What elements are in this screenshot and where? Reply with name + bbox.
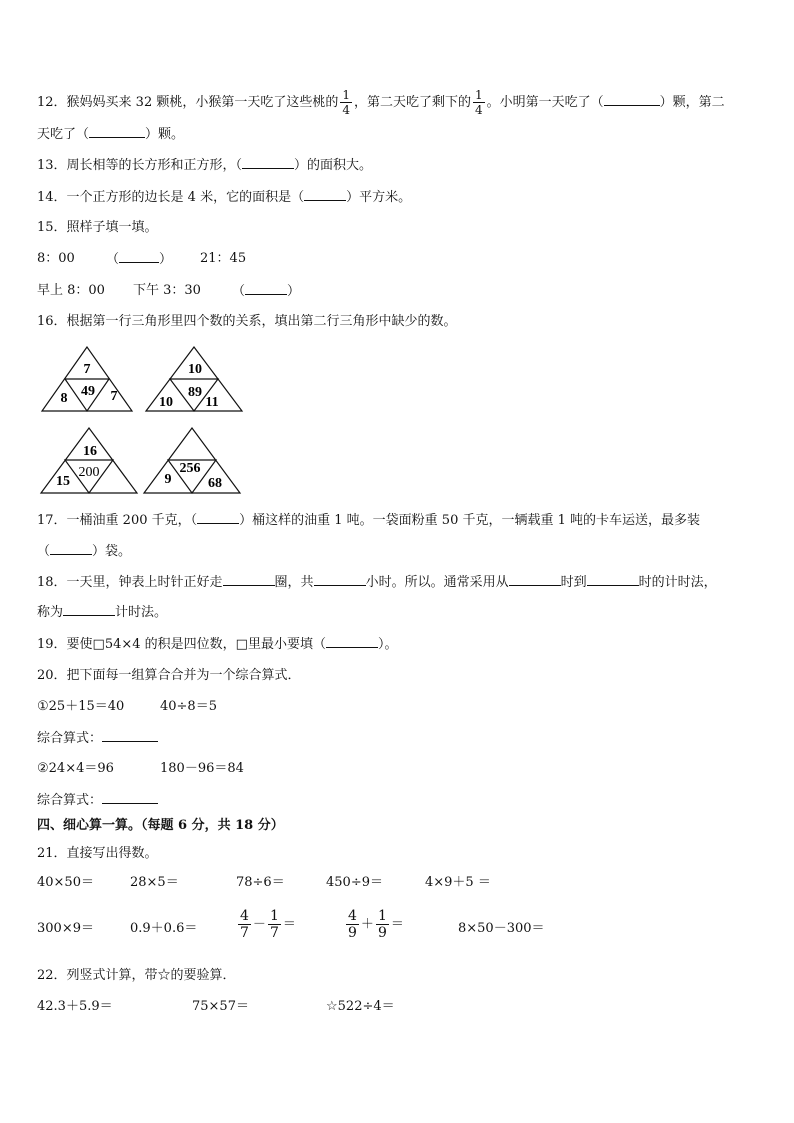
q12-answer-blank-1[interactable] — [604, 93, 660, 106]
q17-text-1: 17．一桶油重 200 千克，（ — [37, 513, 198, 528]
q17-answer-blank-1[interactable] — [197, 511, 239, 524]
q12-line1 — [37, 88, 725, 117]
q15-title: 15．照样子填一填。 — [37, 220, 158, 235]
q22-item-3: ☆522÷4＝ — [326, 999, 395, 1014]
q12-frac2-denominator: 4 — [475, 103, 483, 117]
q18-blank-1[interactable] — [223, 573, 275, 586]
q15-r1-example: 8：00 — [37, 251, 75, 266]
q18-line2 — [37, 603, 167, 621]
q18-text-3: 小时。所以。通常采用从 — [365, 575, 509, 590]
q16-t4-left: 9 — [164, 472, 172, 487]
q21-item-4: 450÷9＝ — [326, 875, 383, 890]
q20-combined-blank-1[interactable] — [102, 729, 158, 742]
q15-r2-example: 早上 8：00 — [37, 283, 105, 298]
q21-item-5: 4×9＋5 ＝ — [425, 875, 491, 890]
q15-r2-blank[interactable] — [245, 282, 287, 295]
q15-r2-answer — [232, 282, 300, 300]
q14-text-2: ）平方米。 — [346, 190, 412, 205]
q12-text-5: 天吃了（ — [37, 127, 90, 142]
q16-t4-center: 256 — [179, 461, 201, 476]
q16-t1-center: 49 — [81, 384, 95, 399]
section-4-heading: 四、细心算一算。（每题 6 分，共 18 分） — [37, 818, 284, 833]
q22-item-1: 42.3＋5.9＝ — [37, 999, 113, 1014]
q16-t3-center: 200 — [78, 465, 100, 480]
q18-blank-4[interactable] — [587, 573, 639, 586]
q18-text-2: 圈，共 — [274, 575, 314, 590]
q20-group1-a: ①25＋15＝40 — [37, 699, 125, 714]
q21-f2-frac-b — [376, 908, 389, 941]
q16-t3-left: 15 — [56, 474, 70, 489]
q13-text-1: 13．周长相等的长方形和正方形，（ — [37, 158, 243, 173]
q21-item-1: 40×50＝ — [37, 875, 94, 890]
q12-text-1: 12．猴妈妈买来 32 颗桃，小猴第一天吃了这些桃的 — [37, 95, 339, 110]
q16-t2-top: 10 — [188, 362, 202, 377]
q18-text-6: 称为 — [37, 605, 64, 620]
q21-f2-operator: ＋ — [360, 917, 374, 932]
q17-answer-blank-2[interactable] — [50, 542, 92, 555]
q20-combined-1 — [37, 729, 158, 747]
q16-triangles-figure — [30, 340, 290, 500]
q21-title: 21．直接写出得数。 — [37, 846, 158, 861]
q17-line2 — [37, 542, 131, 560]
q12-text-6: ）颗。 — [145, 127, 185, 142]
q22-title: 22．列竖式计算，带☆的要验算． — [37, 968, 236, 983]
q12-text-3: 。小明第一天吃了（ — [486, 95, 604, 110]
q16-t1-top: 7 — [83, 362, 91, 377]
q16-triangle-1 — [42, 347, 132, 411]
q18-text-1: 18．一天里，钟表上时针正好走 — [37, 575, 223, 590]
q16-t4-right: 68 — [208, 476, 222, 491]
q21-f2-den-b: 9 — [377, 925, 387, 941]
q18-text-7: 计时法。 — [115, 605, 168, 620]
q12-frac1-denominator: 4 — [342, 103, 350, 117]
q20-label-2: 综合算式： — [37, 793, 103, 808]
q18-text-4: 时到 — [560, 575, 587, 590]
q20-group2-a: ②24×4＝96 — [37, 761, 114, 776]
q18-line1 — [37, 573, 717, 591]
q20-combined-2 — [37, 791, 158, 809]
q12-text-2: ，第二天吃了剩下的 — [354, 95, 472, 110]
q19-text-2: ）。 — [377, 637, 398, 652]
q14-line — [37, 188, 411, 206]
q15-r2-time: 下午 3：30 — [133, 283, 201, 298]
q19-answer-blank[interactable] — [326, 635, 378, 648]
q15-r1-answer — [106, 250, 172, 268]
q16-t2-right: 11 — [205, 395, 219, 410]
q17-line1 — [37, 511, 700, 529]
q20-label-1: 综合算式： — [37, 731, 103, 746]
q20-title: 20．把下面每一组算合合并为一个综合算式． — [37, 668, 301, 683]
q15-r2-close: ） — [287, 284, 301, 299]
q16-t2-left: 10 — [159, 395, 173, 410]
q18-blank-2[interactable] — [314, 573, 366, 586]
q16-t1-left: 8 — [60, 391, 68, 406]
q21-f1-num-a: 4 — [240, 908, 249, 924]
q21-item-10: 8×50－300＝ — [458, 921, 545, 936]
q20-combined-blank-2[interactable] — [102, 791, 158, 804]
q21-fraction-expr-1 — [236, 908, 296, 941]
q14-answer-blank[interactable] — [304, 188, 346, 201]
q21-f1-frac-a — [238, 908, 251, 941]
q13-answer-blank[interactable] — [242, 156, 294, 169]
q21-f2-equals: ＝ — [390, 917, 404, 932]
q12-text-4: ）颗，第二 — [659, 95, 725, 110]
q21-fraction-expr-2 — [344, 908, 404, 941]
q12-frac2-numerator: 1 — [475, 88, 483, 102]
q16-t2-center: 89 — [188, 385, 202, 400]
q21-f1-equals: ＝ — [282, 917, 296, 932]
q15-r1-time: 21：45 — [200, 251, 247, 266]
q21-f2-num-a: 4 — [348, 908, 357, 924]
q21-item-6: 300×9＝ — [37, 921, 94, 936]
q17-text-2: ）桶这样的油重 1 吨。一袋面粉重 50 千克，一辆载重 1 吨的卡车运送，最多装 — [239, 513, 701, 528]
q21-f1-num-b: 1 — [269, 908, 279, 924]
q16-t1-right: 7 — [110, 389, 118, 404]
q13-text-2: ）的面积大。 — [294, 158, 373, 173]
q14-text-1: 14．一个正方形的边长是 4 米，它的面积是（ — [37, 190, 305, 205]
q21-f1-den-a: 7 — [240, 925, 249, 941]
q21-f1-den-b: 7 — [269, 925, 279, 941]
q21-f1-frac-b — [268, 908, 281, 941]
q12-line2 — [37, 125, 184, 143]
q22-item-2: 75×57＝ — [192, 999, 249, 1014]
q18-blank-3[interactable] — [509, 573, 561, 586]
q21-f2-frac-a — [346, 908, 359, 941]
q19-text-1: 19．要使□54×4 的积是四位数，□里最小要填（ — [37, 637, 326, 652]
q12-fraction-1 — [340, 88, 352, 117]
q15-r1-open: （ — [106, 252, 120, 267]
q21-item-7: 0.9＋0.6＝ — [130, 921, 198, 936]
q16-title: 16．根据第一行三角形里四个数的关系，填出第二行三角形中缺少的数。 — [37, 314, 457, 329]
q21-f2-den-a: 9 — [348, 925, 357, 941]
q18-text-5: 时的计时法， — [638, 575, 717, 590]
q12-frac1-numerator: 1 — [342, 88, 350, 102]
q15-r2-open: （ — [232, 284, 246, 299]
q19-line — [37, 635, 397, 653]
q15-r1-close: ） — [159, 252, 173, 267]
q16-t3-top: 16 — [83, 444, 97, 459]
q17-text-4: ）袋。 — [92, 544, 132, 559]
q15-r1-blank[interactable] — [119, 250, 159, 263]
q12-fraction-2 — [473, 88, 485, 117]
q18-blank-5[interactable] — [63, 603, 115, 616]
q21-f2-num-b: 1 — [377, 908, 387, 924]
q17-text-3: （ — [37, 544, 51, 559]
q21-item-2: 28×5＝ — [130, 875, 179, 890]
q12-answer-blank-2[interactable] — [89, 125, 145, 138]
q13-line — [37, 156, 372, 174]
q20-group1-b: 40÷8＝5 — [160, 699, 217, 714]
q20-group2-b: 180－96＝84 — [160, 761, 244, 776]
q21-f1-operator: － — [252, 917, 266, 932]
q21-item-3: 78÷6＝ — [236, 875, 285, 890]
